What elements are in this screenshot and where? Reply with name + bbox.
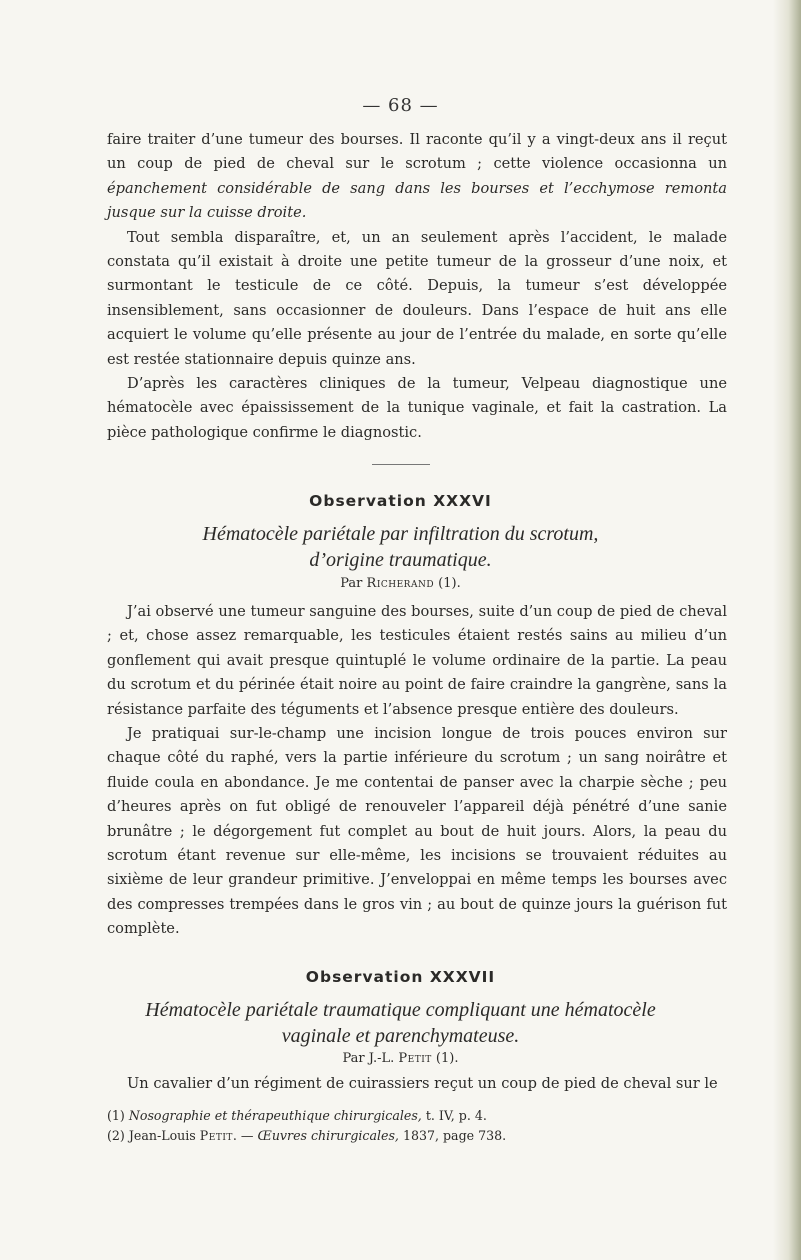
footnote-reference: t. IV, p. 4.: [421, 1108, 487, 1123]
observation-36-paragraph-1: J’ai observé une tumeur sanguine des bourses, suite d’un coup de pied de cheval ; et, chose assez remarquable, les testicules étaient restés sains au milieu d’un gonflement qui avait presque quintuplé le volume ordinaire de la partie. La peau du scrotum et du périnée était noire au point de faire craindre la gangrène, sans la résistance parfaite des téguments et l’absence presque entière des douleurs.: [107, 603, 727, 718]
observation-37-heading: Observation XXXVII: [305, 968, 496, 986]
section-separator: [372, 464, 430, 465]
intro-paragraph-1-text: faire traiter d’une tumeur des bourses. Il raconte qu’il y a vingt-deux ans il reçut un coup de pied de cheval sur le scrotum ; cette violence occasionna un: [107, 131, 727, 173]
observation-36-title-line-1: Hématocèle pariétale par infiltration du scrotum,: [202, 523, 599, 545]
observation-37-author: [0, 1051, 801, 1066]
intro-paragraph-1: [107, 128, 727, 226]
footnote-title: Œuvres chirurgicales,: [257, 1128, 399, 1143]
observation-36-author: [0, 576, 801, 591]
footnote-author: Petit: [199, 1128, 233, 1143]
author-suffix: (1).: [431, 1051, 459, 1066]
footnote-title: Nosographie et thérapeuthique chirurgicales,: [128, 1108, 422, 1123]
author-name: Richerand: [366, 576, 435, 591]
observation-36-text: [107, 600, 727, 942]
intro-paragraph-3: D’après les caractères cliniques de la tumeur, Velpeau diagnostique une hématocèle avec épaississement de la tunique vaginale, et fait la castration. La pièce pathologique confirme le diagnostic.: [107, 375, 727, 441]
intro-text: [107, 128, 727, 445]
author-name: Petit: [398, 1051, 432, 1066]
author-prefix: Par: [340, 576, 367, 591]
author-prefix: Par J.-L.: [342, 1051, 399, 1066]
observation-36-paragraph-2: Je pratiquai sur-le-champ une incision longue de trois pouces environ sur chaque côté du raphé, vers la partie inférieure du scrotum ; un sang noirâtre et fluide coula en abondance. Je me contentai de panser avec la charpie sèche ; peu d’heures après on fut obligé de renouveler l’appareil déjà pénétré d’une sanie brunâtre ; le dégorgement fut complet au bout de huit jours. Alors, la peau du scrotum étant revenue sur elle-même, les incisions se trouvaient réduites au sixième de leur grandeur primitive. J’enveloppai en même temps les bourses avec des compresses trempées dans le gros vin ; au bout de quinze jours la guérison fut complète.: [107, 725, 727, 938]
observation-37-title-line-1: Hématocèle pariétale traumatique compliquant une hématocèle: [145, 999, 656, 1021]
footnote-1: [107, 1106, 727, 1126]
observation-36-heading: Observation XXXVI: [309, 492, 492, 510]
observation-37-title: [0, 997, 801, 1049]
observation-37-title-line-2: vaginale et parenchymateuse.: [281, 1025, 520, 1047]
page-edge-shadow: [773, 0, 801, 1260]
intro-paragraph-2: Tout sembla disparaître, et, un an seulement après l’accident, le malade constata qu’il existait à droite une petite tumeur de la grosseur d’une noix, et surmontant le testicule de ce côté. Depuis, la tumeur s’est développée insensiblement, sans occasionner de douleurs. Dans l’espace de huit ans elle acquiert le volume qu’elle présente au jour de l’entrée du malade, en sorte qu’elle est restée stationnaire depuis quinze ans.: [107, 228, 727, 368]
intro-paragraph-1-italic: épanchement considérable de sang dans les bourses et l’ecchymose remonta jusque sur la cuisse droite.: [107, 179, 727, 222]
footnote-number: (2) Jean-Louis: [107, 1128, 200, 1143]
observation-37-paragraph-1: Un cavalier d’un régiment de cuirassiers reçut un coup de pied de cheval sur le: [127, 1075, 718, 1092]
observation-37-text: [107, 1072, 727, 1096]
observation-36-title-line-2: d’origine traumatique.: [309, 549, 492, 571]
footnotes: [107, 1106, 727, 1146]
footnote-number: (1): [107, 1108, 129, 1123]
page-number: — 68 —: [362, 95, 439, 116]
footnote-reference: 1837, page 738.: [398, 1128, 507, 1143]
observation-36-title: [0, 521, 801, 573]
footnote-separator: . —: [232, 1128, 258, 1143]
author-suffix: (1).: [434, 576, 461, 591]
footnote-2: [107, 1126, 727, 1146]
